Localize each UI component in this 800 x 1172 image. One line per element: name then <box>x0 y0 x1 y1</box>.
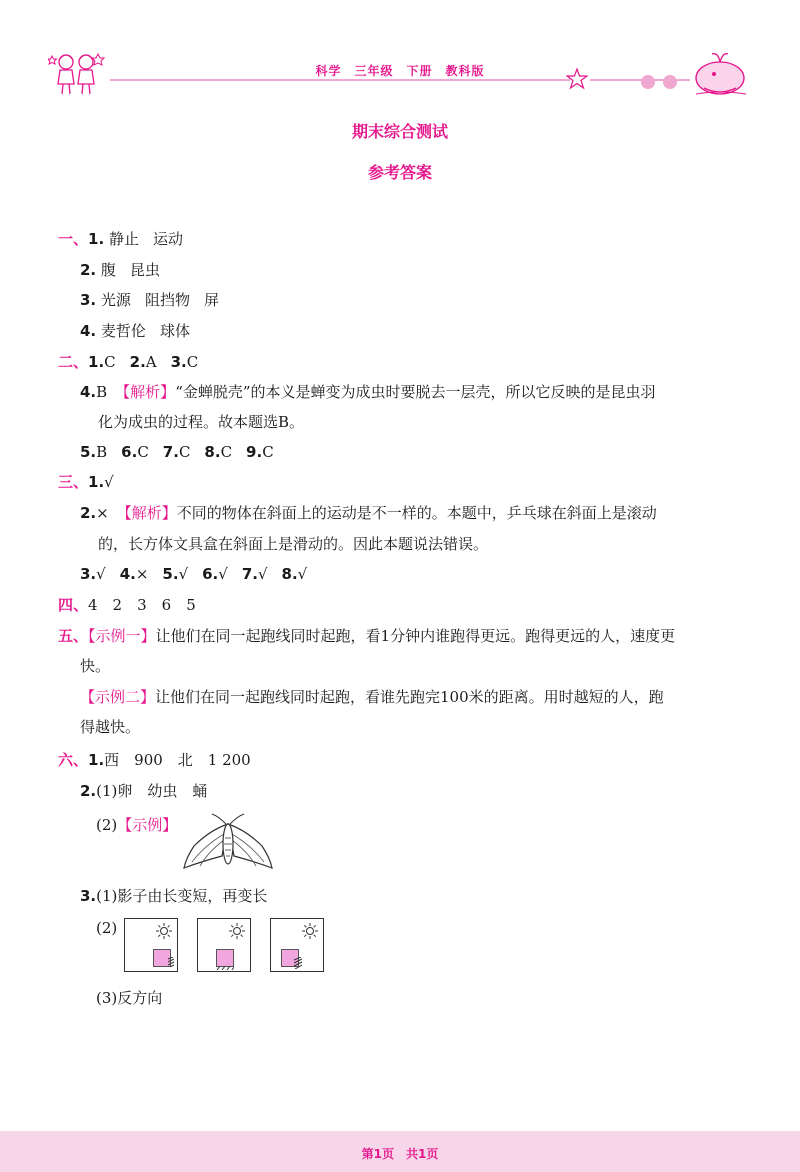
s1-q3 <box>80 290 219 310</box>
q-num: 7. <box>162 443 179 461</box>
s5-label: 五、 <box>58 627 89 645</box>
moth-illustration <box>182 812 274 874</box>
answer-text: (3)反方向 <box>96 989 163 1007</box>
answer-text: (1)影子由长变短，再变长 <box>96 887 268 905</box>
shadow-mark <box>167 957 175 967</box>
s6-q3-p2 <box>96 918 117 938</box>
q-num: 6. <box>202 565 219 583</box>
analysis-text: 化为成虫的过程。故本题选B。 <box>98 413 305 431</box>
q-num: 8. <box>281 565 298 583</box>
example-text: 让他们在同一起跑线同时起跑，看1分钟内谁跑得更远。跑得更远的人，速度更 <box>155 627 676 645</box>
header-text: 科学 三年级 下册 教科版 <box>315 64 485 78</box>
q-num: 2. <box>129 353 146 371</box>
q-num: 4. <box>119 565 136 583</box>
example-text: 让他们在同一起跑线同时起跑，看谁先跑完100米的距离。用时越短的人，跑 <box>155 688 664 706</box>
q-num: 5. <box>162 565 179 583</box>
header-rule-left <box>110 79 570 81</box>
s1-q2 <box>80 260 160 280</box>
answer-text: 昆虫 <box>129 261 160 279</box>
s1-q4 <box>80 321 190 341</box>
example-tag: 【示例一】 <box>88 627 156 645</box>
shadow-box-3 <box>270 918 324 972</box>
shadow-box-1 <box>124 918 178 972</box>
answer-text: B <box>96 383 108 401</box>
example-text: 得越快。 <box>80 718 141 736</box>
s3-q2-line2 <box>98 534 488 554</box>
analysis-text: 不同的物体在斜面上的运动是不一样的。本题中，乒乓球在斜面上是滚动 <box>176 504 657 522</box>
object-square <box>216 949 234 967</box>
q-num: 1. <box>88 230 105 248</box>
star-icon <box>566 68 588 90</box>
s2-label: 二、 <box>58 353 89 371</box>
answer-text: × <box>96 504 109 522</box>
s6-q1 <box>58 750 251 770</box>
s5-example1-line2 <box>80 656 110 676</box>
decorative-dots <box>640 72 690 92</box>
analysis-tag: 【解析】 <box>116 504 177 522</box>
example-tag: 【示例】 <box>117 816 178 834</box>
s2-line3 <box>80 442 274 462</box>
answer-text: √ <box>257 565 268 583</box>
page-number: 第1页 共1页 <box>361 1147 439 1161</box>
shadow-mark <box>216 966 234 970</box>
q-num: 3. <box>170 353 187 371</box>
s3-line3 <box>80 564 307 584</box>
s3-q1 <box>58 472 114 492</box>
shadow-box-2 <box>197 918 251 972</box>
q-num: 2. <box>80 261 97 279</box>
q-num: 6. <box>121 443 138 461</box>
answer-text: C <box>178 443 191 461</box>
kids-illustration <box>48 48 108 98</box>
q-num: 3. <box>80 565 97 583</box>
sun-icon <box>301 922 319 940</box>
s2-line1 <box>58 352 198 372</box>
q-num: 1. <box>88 353 105 371</box>
s6-q3-p1 <box>80 886 267 906</box>
s4 <box>58 595 196 615</box>
q-num: 3. <box>80 291 97 309</box>
page-title: 期末综合测试 <box>351 122 448 141</box>
s6-label: 六、 <box>58 751 89 769</box>
answer-text: 运动 <box>152 230 183 248</box>
answer-text: × <box>135 565 149 583</box>
q-num: 4. <box>80 322 97 340</box>
analysis-text: 的，长方体文具盒在斜面上是滑动的。因此本题说法错误。 <box>98 535 489 553</box>
answer-text: 静止 <box>108 230 139 248</box>
answer-text: 腹 <box>100 261 116 279</box>
example-tag: 【示例二】 <box>80 688 156 706</box>
q-num: 5. <box>80 443 97 461</box>
answer-text: B <box>96 443 108 461</box>
answer-text: √ <box>297 565 308 583</box>
s4-label: 四、 <box>58 596 89 614</box>
answer-text: 麦哲伦 <box>100 322 146 340</box>
answer-text: 西 900 北 1 200 <box>104 751 251 769</box>
answer-text: C <box>104 353 116 371</box>
answer-text: A <box>145 353 157 371</box>
answer-text: 4 2 3 6 5 <box>88 596 196 614</box>
q-num: 9. <box>246 443 263 461</box>
answer-text: C <box>186 353 199 371</box>
q-num: 2. <box>80 504 97 522</box>
s2-q4-line2 <box>98 412 304 432</box>
s5-example2-line1 <box>80 687 664 707</box>
q-num: 7. <box>241 565 258 583</box>
answer-text: 阻挡物 <box>144 291 190 309</box>
sun-icon <box>228 922 246 940</box>
s3-q2-line1 <box>80 503 657 523</box>
answer-text: (2) <box>96 919 118 937</box>
answer-text: C <box>262 443 274 461</box>
analysis-tag: 【解析】 <box>115 383 176 401</box>
q-num: 1. <box>88 473 105 491</box>
answer-text: (1)卵 幼虫 蛹 <box>96 782 208 800</box>
s1-q1 <box>58 229 183 249</box>
example-text: 快。 <box>80 657 111 675</box>
answer-text: √ <box>218 565 228 583</box>
s5-example2-line2 <box>80 717 140 737</box>
q-num: 8. <box>204 443 221 461</box>
s6-q2-p1 <box>80 781 207 801</box>
answer-text: 光源 <box>100 291 131 309</box>
s3-label: 三、 <box>58 473 89 491</box>
q-num: 2. <box>80 782 97 800</box>
q-num: 1. <box>88 751 105 769</box>
answer-text: √ <box>178 565 189 583</box>
s6-q3-p3 <box>96 988 162 1008</box>
s6-q2-p2 <box>96 815 177 835</box>
s1-label: 一、 <box>58 230 89 248</box>
answer-text: (2) <box>96 816 118 834</box>
answer-text: C <box>137 443 149 461</box>
s5-example1-line1 <box>58 626 675 646</box>
s2-q4-line1 <box>80 382 656 402</box>
page-subtitle: 参考答案 <box>367 163 432 182</box>
shadow-mark <box>293 957 303 969</box>
answer-text: √ <box>104 473 114 491</box>
whale-illustration <box>690 48 750 98</box>
answer-text: C <box>220 443 233 461</box>
q-num: 3. <box>80 887 97 905</box>
answer-text: 屏 <box>203 291 219 309</box>
q-num: 4. <box>80 383 97 401</box>
analysis-text: “金蝉脱壳”的本义是蝉变为成虫时要脱去一层壳，所以它反映的是昆虫羽 <box>175 383 656 401</box>
sun-icon <box>155 922 173 940</box>
answer-text: √ <box>96 565 106 583</box>
answer-text: 球体 <box>159 322 190 340</box>
